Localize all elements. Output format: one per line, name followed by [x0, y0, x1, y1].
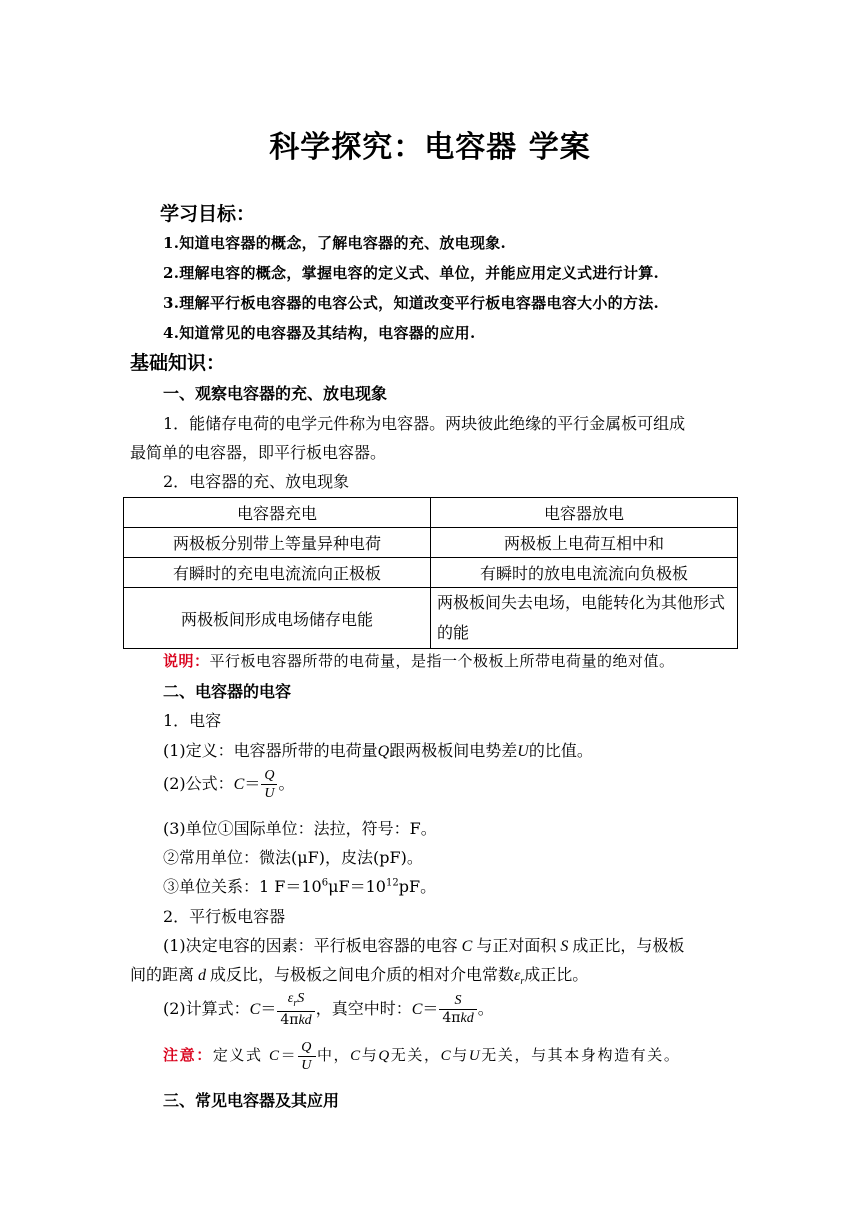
fraction-q-over-u: $\frac{Q}{U}$: [298, 1039, 316, 1074]
fraction-q-over-u: $\frac{Q}{U}$: [261, 767, 277, 802]
text: 无关，与其本身构造有关。: [481, 1046, 681, 1064]
text: 的比值。: [528, 741, 593, 760]
text: 无关，: [390, 1046, 441, 1064]
attention-label: 注意：: [163, 1046, 213, 1064]
table-header: 电容器充电: [124, 498, 431, 528]
unit-line: ②常用单位：微法(μF)，皮法(pF)。: [163, 848, 423, 867]
unit-line: (3)单位①国际单位：法拉，符号：F。: [163, 819, 437, 838]
symbol-Q: Q: [377, 743, 390, 760]
paragraph-line: 最简单的电容器，即平行板电容器。: [130, 443, 387, 462]
symbol-S: S: [556, 938, 573, 955]
table-row: [124, 588, 738, 649]
unit-line: [163, 874, 436, 897]
factor-line: [130, 962, 588, 987]
objective-item: 4.知道常见的电容器及其结构，电容器的应用.: [163, 324, 476, 342]
document-title: 科学探究：电容器 学案: [269, 130, 591, 165]
attention-line: 注意：定义式 C＝ $\frac{Q}{U}$ 中，C与Q无关，C与U无关，与其本身构造有关。: [163, 1039, 681, 1073]
table-cell: 两极板分别带上等量异种电荷: [124, 528, 431, 558]
formula-symbol: C: [249, 1001, 261, 1018]
symbol-U: U: [517, 743, 529, 760]
table-header-row: [124, 498, 738, 528]
calc-line: (2)计算式：C＝ $\frac{\varepsilon_rS}{\text{4πkd}}$ ，真空中时：C＝ $\frac{S}{\text{4πkd}}$ 。: [163, 990, 494, 1029]
text: μF＝10: [328, 877, 386, 896]
objective-item: 2.理解电容的概念，掌握电容的定义式、单位，并能应用定义式进行计算.: [163, 264, 660, 282]
note-label: 说明：: [163, 652, 210, 670]
text: ，真空中时：: [315, 999, 412, 1018]
fraction-s-over-4pikd: $\frac{S}{\text{4πkd}}$: [439, 992, 476, 1027]
objective-item: 1.知道电容器的概念，了解电容器的充、放电现象.: [163, 234, 507, 252]
subsection-title: 2．平行板电容器: [163, 907, 286, 926]
text: 成正比，与极板: [572, 936, 685, 955]
note-text: 平行板电容器所带的电荷量，是指一个极板上所带电荷量的绝对值。: [209, 652, 675, 670]
symbol-epsilon-r: $\varepsilon_r$: [514, 967, 525, 988]
objectives-heading: 学习目标：: [160, 203, 256, 225]
calc-label: (2)计算式：: [163, 999, 250, 1018]
definition-line: [163, 738, 593, 761]
text: (1)定义：电容器所带的电荷量: [163, 741, 378, 760]
formula-label: (2)公式：: [163, 774, 234, 793]
charge-discharge-table: [123, 497, 738, 649]
text: ③单位关系：1 F＝10: [163, 877, 322, 896]
text: 成正比。: [524, 965, 589, 984]
formula-symbol: C: [411, 1001, 423, 1018]
paragraph-line: 1．能储存电荷的电学元件称为电容器。两块彼此绝缘的平行金属板可组成: [163, 414, 686, 433]
table-cell: 两极板上电荷互相中和: [431, 528, 738, 558]
section-title: 三、常见电容器及其应用: [163, 1091, 340, 1110]
text: 跟两极板间电势差: [389, 741, 518, 760]
table-cell: 两极板间形成电场储存电能: [124, 588, 431, 649]
paragraph-line: 2．电容器的充、放电现象: [163, 472, 350, 491]
formula-line: (2)公式：C＝ $\frac{Q}{U}$ 。: [163, 768, 295, 801]
section-title: 一、观察电容器的充、放电现象: [163, 384, 388, 403]
table-row: [124, 528, 738, 558]
symbol-d: d: [194, 967, 211, 984]
text: 与: [452, 1046, 469, 1064]
basics-heading: 基础知识：: [130, 352, 226, 374]
section-title: 二、电容器的电容: [163, 682, 292, 701]
table-row: [124, 558, 738, 588]
text: pF。: [398, 877, 437, 896]
text: 间的距离: [130, 965, 195, 984]
table-header: 电容器放电: [431, 498, 738, 528]
note-line: [163, 650, 675, 671]
text: 中，: [316, 1046, 351, 1064]
text: 成反比，与极板之间电介质的相对介电常数: [210, 965, 515, 984]
fraction-er-s-over-4pikd: $\frac{\varepsilon_rS}{\text{4πkd}}$: [277, 990, 314, 1030]
table-cell: 有瞬时的充电电流流向正极板: [124, 558, 431, 588]
subsection-title: 1．电容: [163, 711, 222, 730]
text: 与正对面积: [476, 936, 557, 955]
formula-symbol: C: [233, 776, 245, 793]
objective-item: 3.理解平行板电容器的电容公式，知道改变平行板电容器电容大小的方法.: [163, 294, 660, 312]
exponent: 6: [321, 877, 329, 889]
text: (1)决定电容的因素：平行板电容器的电容: [163, 936, 458, 955]
text: 与: [361, 1046, 379, 1064]
table-cell: 两极板间失去电场，电能转化为其他形式的能: [431, 588, 738, 649]
table-cell: 有瞬时的放电电流流向负极板: [431, 558, 738, 588]
exponent: 12: [385, 877, 399, 889]
symbol-C: C: [457, 938, 477, 955]
text: 定义式: [212, 1046, 263, 1064]
factor-line: [163, 933, 684, 956]
